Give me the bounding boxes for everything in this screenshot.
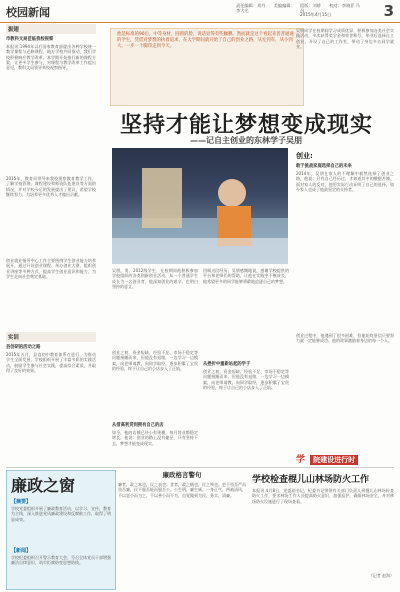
feature-body-3: 如今，他的店铺已经小有规模，每月营业额稳定增长，他说：创业的路上没有捷径，只有坚持下去，梦想才能变成现实。 (112, 430, 198, 446)
bottom-news (252, 472, 394, 590)
feature-quote: 他是标准的90后，中等身材，圆圆的脸，说话显得有些腼腆。然而就是这个看起来普普通通的学生，凭借对梦想的执着追求，在大学期间就开始了自己的创业之路，从无到有，从小到大，一步一个脚印走到今天。 (117, 32, 294, 49)
right-subhead-2: 敢于挑战家庭选择自己的未来 (296, 164, 352, 169)
integrity-summary-text: 学校党委组织开展了廉政教育活动，以学习、宣传、教育为主线，深入推进党风廉政建设和反腐败工作，取得了明显成效。 (11, 506, 111, 522)
integrity-news-label: 【新闻】 (11, 548, 32, 554)
strip-mark: 学 (296, 455, 306, 465)
feature-quote-box (110, 28, 304, 106)
section-title: 校园新闻 (6, 6, 50, 19)
section-bar-1: 振翅 (6, 24, 96, 34)
feature-body-1: 吴朋，男，2012级学生，在校期间他积极参加学校组织的各类创新创业活动，从一个普通学生成长为一名创业者，他深知创业的艰辛，也明白坚持的意义。 (112, 268, 198, 289)
right-text-2: 2014年，吴朋在家人的不理解中毅然选择了创业之路，他说：只有自己经历过，才知道其中的酸甜苦辣。面对家人的反对，他用实际行动证明了自己的选择，如今家人也成了他最坚定的支持者。 (296, 171, 394, 192)
right-column (296, 28, 394, 468)
left-text-4: 2015年五月，县直初中教育体系在进行，为推动学生全面发展，学校组织开展了丰富多彩的实践活动，鼓励学生参与社会实践，提高综合素质，并取得了良好的效果。 (6, 352, 96, 373)
right-text-1: 吴朋同学在校期间学习成绩优异，积极参加各类社会实践活动，多次获得奖学金和荣誉称号，毕业后选择自主创业，开设了自己的工作室，带动了身边多名同学就业。 (296, 28, 394, 49)
right-title-2: 创业: (296, 152, 313, 160)
left-column (6, 24, 96, 424)
feature-col-a (112, 268, 198, 468)
left-text-2: 2015年，教育局领导来我校视察教育教学工作，了解学校管理、课程建设和师资队伍建设等方面的情况，并对学校今后的发展提出了建议，希望学校继续努力，为培养更多优秀人才做出贡献。 (6, 176, 96, 197)
page-number: 3 (383, 2, 394, 20)
feature-subhead: ——记自主创业的东林学子吴朋 (190, 136, 302, 145)
bottom-news-text: 本报讯 4月8日，党委副书记、纪委书记带领有关部门负责人到棍儿山林场检查防火工作，要求林场工作人员提高防火意识，加强巡护，确保林场安全，并对林场防火设施进行了现场查看。 (252, 488, 394, 504)
maxims-text: 廉者，政之本也，民之表也；贪者，政之贼也，民之殃也。吏不畏吾严而畏吾廉，民不服吾能而服吾公。公生明，廉生威。一身正气，两袖清风，不以恶小而为之，不以善小而不为，自觉做到为民、务实、清廉。 (118, 482, 246, 498)
integrity-summary-label: 【摘要】 (11, 499, 32, 505)
feature-body-5: 创业之初，资金短缺、经验不足、市场不稳定等问题接踵而来，但他没有退缩，一边学习一边摸索，向老师请教，向同学取经，逐步积累了宝贵的经验，终于让自己的小店步入了正轨。 (203, 369, 289, 390)
integrity-box-title: 廉政之窗 (11, 476, 76, 495)
feature-body-2: 创业之初，资金短缺、经验不足、市场不稳定等问题接踵而来，但他没有退缩，一边学习一边摸索，向老师请教，向同学取经，逐步积累了宝贵的经验，终于让自己的小店步入了正轨。 (112, 350, 198, 371)
editor-line: 责任编辑：刘丹 美编编辑：李大光 (236, 3, 295, 14)
bottom-news-title: 学校检查棍儿山林场防火工作 (252, 475, 370, 485)
maxims-title: 廉政格言警句 (162, 471, 202, 479)
section-bar-2: 实训 (6, 332, 96, 342)
page-header (0, 0, 400, 23)
maxims-box (118, 470, 246, 588)
integrity-box (6, 470, 116, 590)
issue-date: 2015年4月15日 (300, 12, 332, 17)
bottom-news-byline: （记者 赵海） (368, 573, 394, 578)
lower-strip (296, 447, 394, 465)
right-text-3: 创业过程中，他遇到了很多困难，但他始终坚信只要努力就一定能够成功。他的故事激励着身边的每一个人。 (296, 333, 394, 344)
feature-body-4: 回顾这段经历，吴朋感慨地说，感谢学校提供的平台和老师们的帮助，让他在实践中不断成长，他希望更多的同学能够勇敢地追逐自己的梦想。 (203, 268, 289, 284)
proof-line: 组版：刘娇 校对：李晓菲 马昌 (300, 3, 360, 14)
feature-col-b (203, 268, 289, 468)
strip-tag: 院建设进行时 (310, 455, 358, 465)
left-text-3: 创业就业指导中心工作主要围绕学生创业能力培养展开，通过开设创业课程、举办创业大赛、组织创业讲座等多种方式，提高学生创业意识和能力，为学生走向社会奠定基础。 (6, 258, 96, 279)
feature-headline: 坚持才能让梦想变成现实 (120, 113, 374, 138)
feature-subhead-b: 从挫折中重新站起的学子 (203, 362, 251, 367)
left-text-1: 本报讯 1994年以后国家教育部提出各种学校统一教学课程与必修课程，地方学校共同推动，我们学校积极响应教学改革，本学期开始推行新的课程方案，让更多学生参与，对课程与教学改革工作提出意见，教科文局领导来校视察指导。 (6, 44, 96, 71)
feature-subhead-a: 从借高利贷到拥有自己的店 (112, 423, 164, 428)
feature-photo (112, 148, 288, 264)
bottom-divider (6, 467, 394, 468)
left-subhead-2: 县创研的活动之路 (6, 345, 41, 350)
integrity-news-text: 学校纪委组织召开警示教育大会，号召全体党员干部增强廉洁自律意识，筑牢拒腐防变思想防线。 (11, 555, 111, 566)
left-subhead-1: 市教科文局莅临我校视察 (6, 37, 54, 42)
photo-illustration (112, 148, 288, 264)
